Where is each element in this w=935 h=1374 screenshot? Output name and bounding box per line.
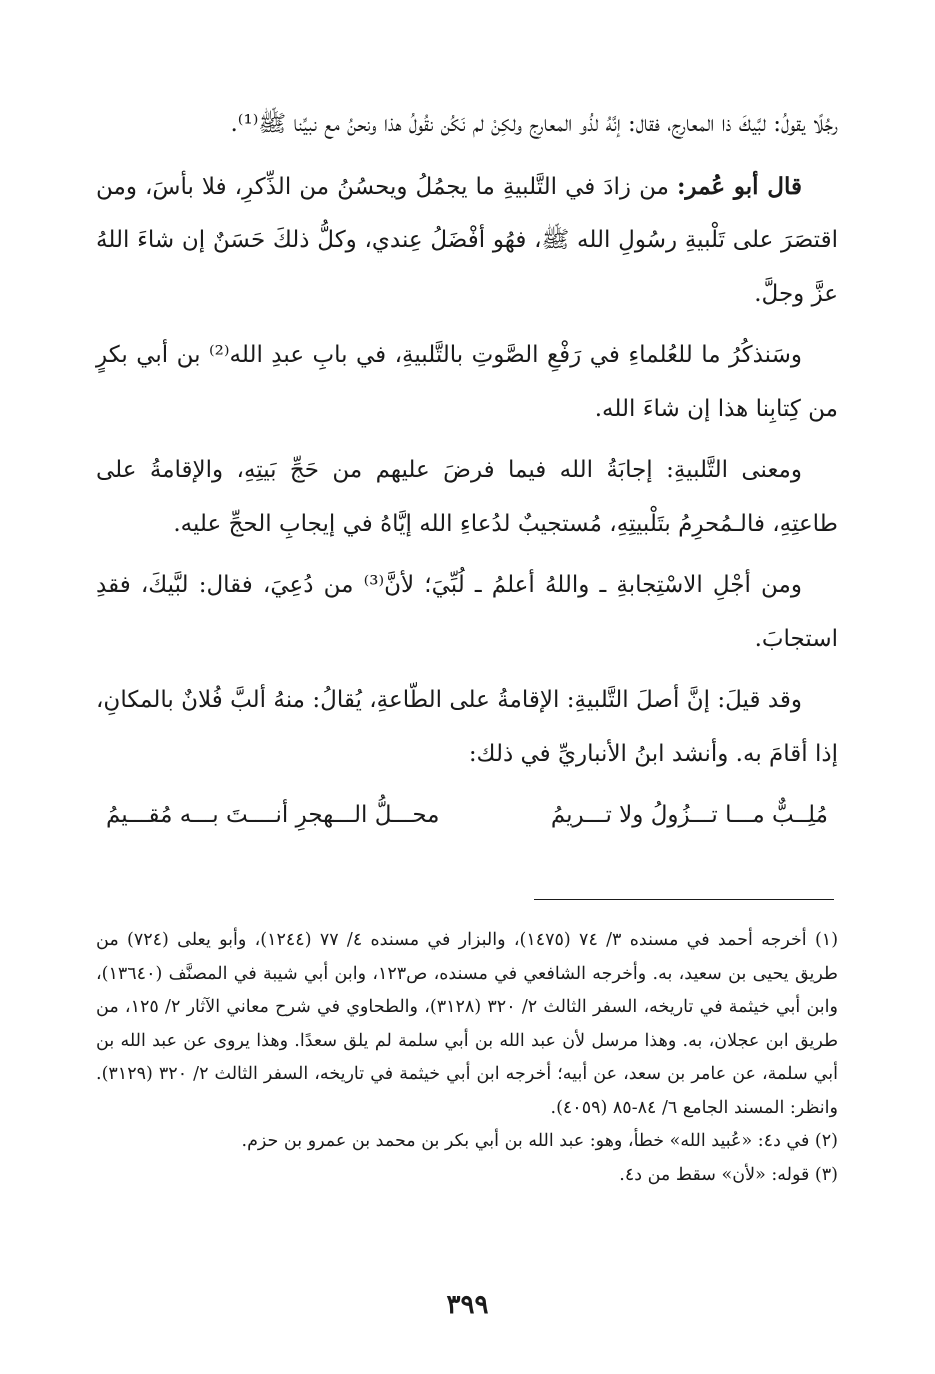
paragraph-1: رجُلًا يقولُ: لبَّيكَ ذا المعارِج، فقال: إنَّهُ لذُو المعارِج ولكِنْ لم نَكُن نقُولُ هذا ونحنُ مع نبيِّنا ﷺ⁽¹⁾. [230,111,838,137]
footnote-3: (٣) قوله: «لأن» سقط من د٤. [619,1164,838,1185]
verse-hemistich-right: مُلِــبٌّ مـــا تـــزُولُ ولا تـــريمُ [550,802,828,828]
paragraph-6: وقد قيلَ: إنَّ أصلَ التَّلبيةِ: الإقامةُ على الطّاعةِ، يُقالُ: منهُ ألبَّ فُلانٌ بالمكانِ، إذا أقامَ به. وأنشد ابنُ الأنباريِّ في ذلك: [96,687,838,767]
page-number: ٣٩٩ [446,1290,489,1320]
paragraph-2 [96,160,838,322]
poetry-verse [96,789,838,843]
speaker-name: قال أبو عُمر: [676,172,802,200]
footnote-separator [534,899,834,900]
footnote-1: (١) أخرجه أحمد في مسنده ٣/ ٧٤ (١٤٧٥)، والبزار في مسنده ٤/ ٧٧ (١٢٤٤)، وأبو يعلى (٧٢٤) من طريق يحيى بن سعيد، به. وأخرجه الشافعي في مسنده، ص١٢٣، وابن أبي شيبة في المصنَّف (١٣٦٤٠)، وابن أبي خيثمة في تاريخه، السفر الثالث ٢/ ٣٢٠ (٣١٢٨)، والطحاوي في شرح معاني الآثار ٢/ ١٢٥، من طريق ابن عجلان، به. وهذا مرسل لأن عبد الله بن أبي سلمة لم يلق سعدًا. وهذا يروى عن عبد الله بن أبي سلمة، عن عامر بن سعد، عن أبيه؛ أخرجه ابن أبي خيثمة في تاريخه، السفر الثالث ٢/ ٣٢٠ (٣١٢٩). وانظر: المسند الجامع ٦/ ٨٤-٨٥ (٤٠٥٩). [96,930,839,1118]
paragraph-2-text: من زادَ في التَّلبيةِ ما يجمُلُ ويحسُنُ من الذِّكرِ، فلا بأسَ، ومن اقتصَرَ على تَلْبيةِ رسُولِ الله ﷺ، فهُو أفْضَلُ عِندي، وكلُّ ذلكَ حَسَنٌ إن شاءَ اللهُ عزَّ وجلَّ. [96,173,838,307]
main-text [96,98,838,843]
paragraph-4: ومعنى التَّلبيةِ: إجابَةُ الله فيما فرضَ عليهم من حَجِّ بَيتِهِ، والإقامةُ على طاعتِهِ، فالـمُحرِمُ بتَلْبيتِهِ، مُستجيبٌ لدُعاءِ الله إيَّاهُ في إيجابِ الحجِّ عليه. [96,457,838,537]
verse-hemistich-left: محـــلُّ الـــهجرِ أنــــتَ بـــه مُقـــيمُ [106,802,440,828]
footnotes [96,924,838,1192]
footnote-2: (٢) في د٤: «عُبيد الله» خطأ، وهو: عبد الله بن أبي بكر بن محمد بن عمرو بن حزم. [241,1131,838,1151]
paragraph-5: ومن أجْلِ الاسْتِجابةِ ـ واللهُ أعلمُ ـ لُبِّيَ؛ لأنَّ⁽³⁾ من دُعِيَ، فقال: لبَّيكَ، فقدِ استجابَ. [96,572,838,652]
paragraph-3: وسَنذكُرُ ما للعُلماءِ في رَفْعِ الصَّوتِ بالتَّلبيةِ، في بابِ عبدِ الله⁽²⁾ بن أبي بكرٍ من كِتابِنا هذا إن شاءَ الله. [96,342,838,422]
